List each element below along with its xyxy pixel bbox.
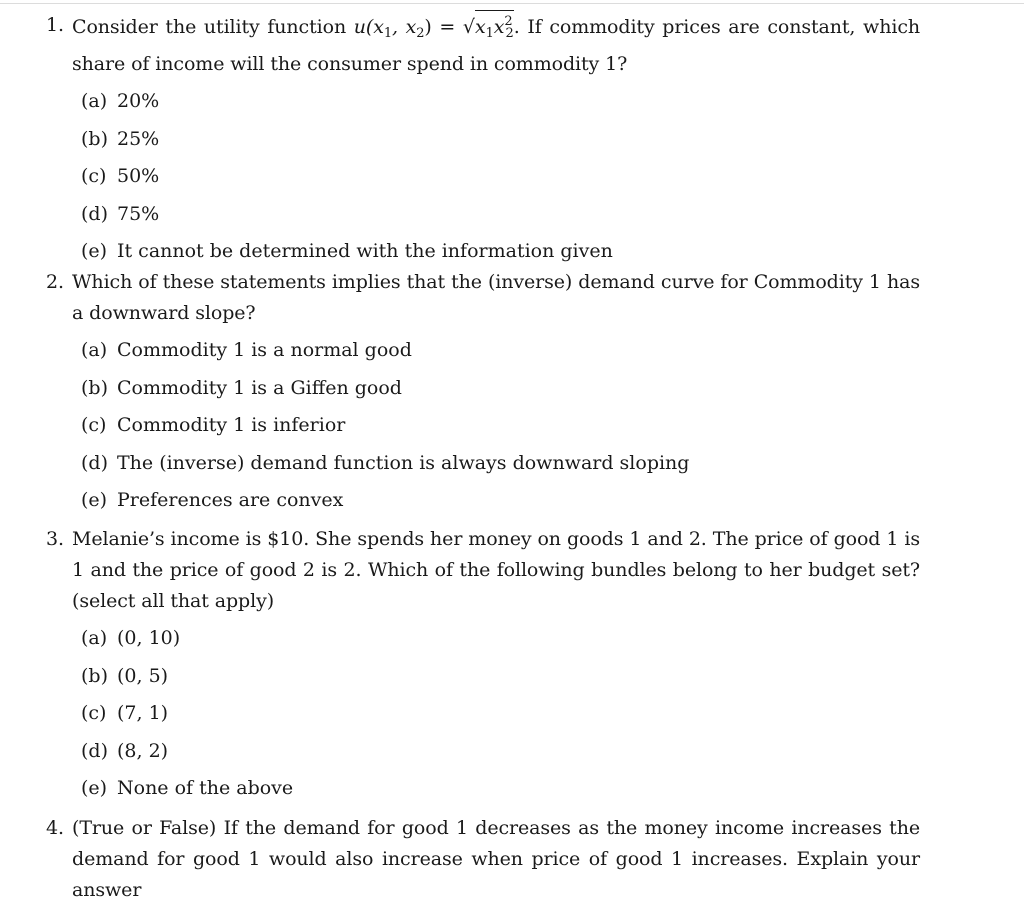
option-2e: (e) Preferences are convex xyxy=(81,489,344,512)
question-3-number: 3. xyxy=(46,528,64,550)
question-1-text-end: . If commodity prices are constant, which share of income will the consumer spend in commodity 1? xyxy=(72,16,921,75)
question-3 xyxy=(46,524,920,808)
question-2-number: 2. xyxy=(46,271,64,293)
question-4-number: 4. xyxy=(46,817,64,839)
option-2d: (d) The (inverse) demand function is always downward sloping xyxy=(81,451,690,474)
option-1e: (e) It cannot be determined with the information given xyxy=(81,240,613,263)
option-2b: (b) Commodity 1 is a Giffen good xyxy=(81,376,402,399)
option-1a: (a) 20% xyxy=(81,90,160,112)
top-divider xyxy=(0,3,1024,4)
question-4-stem xyxy=(46,813,920,906)
question-3-stem xyxy=(46,524,920,617)
utility-formula: $u(x_1$, $x_2) = √x_1x^2_2$ xyxy=(354,16,514,38)
sqrt-symbol: √ xyxy=(462,16,475,38)
option-3d: (d) (8, 2) xyxy=(81,739,169,762)
question-2-text: Which of these statements implies that the (inverse) demand curve for Commodity 1 has a downward slope? xyxy=(72,271,920,324)
option-1b: (b) 25% xyxy=(81,127,160,150)
radicand: $x_1x^2_2$ xyxy=(475,10,514,44)
question-2-options xyxy=(46,332,920,520)
question-3-text: Melanie’s income is $10. She spends her money on goods 1 and 2. The price of good 1 is 1 and the price of good 2 is 2. Which of the following bundles belong to her budget set? (select all that apply) xyxy=(72,528,920,612)
question-2 xyxy=(46,267,920,520)
question-1-number: 1. xyxy=(46,14,64,36)
option-2a: (a) Commodity 1 is a normal good xyxy=(81,339,412,361)
question-4 xyxy=(46,813,920,906)
option-3b: (b) (0, 5) xyxy=(81,664,169,687)
option-2c: (c) Commodity 1 is inferior xyxy=(81,414,346,437)
question-4-text: (True or False) If the demand for good 1 decreases as the money income increases the demand for good 1 would also increase when price of good 1 increases. Explain your answer xyxy=(72,817,920,901)
question-3-options xyxy=(46,620,920,808)
option-3e: (e) None of the above xyxy=(81,777,294,800)
option-1d: (d) 75% xyxy=(81,202,160,225)
option-3c: (c) (7, 1) xyxy=(81,702,169,725)
option-1c: (c) 50% xyxy=(81,165,160,188)
question-1-stem xyxy=(46,10,920,80)
question-2-stem xyxy=(46,267,920,329)
question-1-options xyxy=(46,83,920,271)
question-1-text-start: Consider the utility function xyxy=(72,16,354,38)
question-1 xyxy=(46,10,920,271)
option-3a: (a) (0, 10) xyxy=(81,627,181,649)
